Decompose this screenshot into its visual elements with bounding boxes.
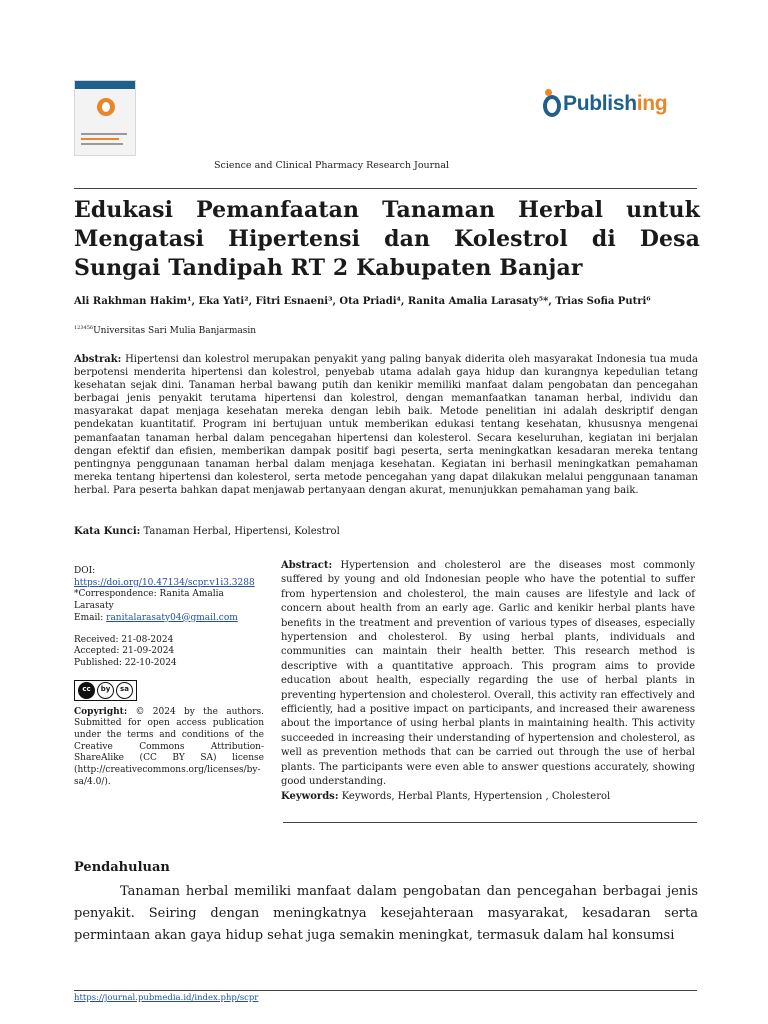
cc-license-badge[interactable]: [74, 680, 137, 701]
doi-block: [74, 566, 264, 625]
copyright-text: © 2024 by the authors. Submitted for open access publication under the terms and conditions of the Creative Commons Attribution-ShareAlike (CC BY SA) license (http://creativecommons.org/licenses/by-sa/4.0/).: [74, 706, 264, 787]
by-icon: by: [97, 682, 114, 699]
affiliation-numbers: 123456: [74, 325, 94, 331]
email-link[interactable]: ranitalarasaty04@gmail.com: [106, 612, 238, 623]
doi-label: DOI:: [74, 566, 96, 576]
copyright-label: Copyright:: [74, 706, 128, 717]
article-title: Edukasi Pemanfaatan Tanaman Herbal untuk Mengatasi Hipertensi dan Kolestrol di Desa Sungai Tandipah RT 2 Kabupaten Banjar: [74, 197, 700, 281]
keywords-label: Keywords:: [281, 791, 339, 802]
footer-journal-link[interactable]: https://journal.pubmedia.id/index.php/scpr: [74, 993, 259, 1003]
abstract-divider: [283, 822, 697, 823]
dates-block: [74, 635, 264, 670]
journal-cover-thumbnail: [74, 80, 136, 156]
kata-kunci-text: Tanaman Herbal, Hipertensi, Kolestrol: [143, 526, 340, 537]
abstract-label: Abstract:: [281, 560, 333, 571]
header-divider: [74, 188, 697, 189]
abstract-text: Hypertension and cholesterol are the diseases most commonly suffered by young and old Indonesian people who have the potential to suffer from hypertension and cholesterol, the main causes are lifestyle and lack of concern about health from an early age. Garlic and kenikir herbal plants have benefits in the treatment and prevention of various types of diseases, especially hypertension and cholesterol. By using herbal plants, individuals and communities can maintain their health better. This research method is descriptive with a quantitative approach. This program aims to provide education about health, especially regarding the use of herbal plants in preventing hypertension and cholesterol. Overall, this activity ran effectively and efficiently, had a positive impact on participants, and increased their awareness about the importance of using herbal plants in maintaining health. This activity succeeded in increasing their understanding of hypertension and cholesterol, as well as prevention methods that can be carried out through the use of herbal plants. The participants were even able to answer questions accurately, showing good understanding.: [281, 560, 695, 788]
published-date: Published: 22-10-2024: [74, 657, 177, 668]
cover-text-line: [81, 138, 119, 140]
author-list: Ali Rakhman Hakim¹, Eka Yati², Fitri Esnaeni³, Ota Priadi⁴, Ranita Amalia Larasaty⁵*, Trias Sofia Putri⁶: [74, 296, 651, 307]
journal-name: Science and Clinical Pharmacy Research Journal: [214, 160, 450, 171]
publisher-logo-icon: [543, 89, 561, 119]
cover-logo-icon: [97, 98, 115, 116]
publisher-logo: [543, 86, 667, 122]
cover-band: [75, 81, 135, 89]
correspondence: *Correspondence: Ranita Amalia Larasaty: [74, 589, 224, 612]
keywords-text: Keywords, Herbal Plants, Hypertension , Cholesterol: [341, 791, 611, 802]
section-heading-pendahuluan: Pendahuluan: [74, 860, 170, 875]
abstract-en: [281, 559, 695, 790]
abstrak-id: [74, 353, 698, 497]
kata-kunci-label: Kata Kunci:: [74, 526, 141, 537]
abstrak-text: Hipertensi dan kolestrol merupakan penyakit yang paling banyak diderita oleh masyarakat Indonesia tua muda berpotensi menderita hipertensi dan kolestrol, penyebab utama adalah gaya hidup dan kurangnya kepedulian tetang kesehatan sejak dini. Tanaman herbal bawang putih dan kenikir memiliki manfaat dalam pengobatan dan pencegahan berbagai jenis penyakit terutama hipertensi dan kolestrol, dengan memanfaatkan tanaman herbal, individu dan masyarakat dapat menjaga kesehatan mereka dengan lebih baik. Metode penelitian ini adalah deskriptif dengan pendekatan kuantitatif. Program ini bertujuan untuk memberikan edukasi tentang kesehatan, khususnya mengenai pemanfaatan tanaman herbal dalam pencegahan hipertensi dan kolesterol. Secara keseluruhan, kegiatan ini berjalan dengan efektif dan efisien, memberikan dampak positif bagi peserta, serta meningkatkan kesadaran mereka tentang pentingnya penggunaan tanaman herbal dalam menjaga kesehatan. Kegiatan ini berhasil meningkatkan pemahaman mereka tentang hipertensi dan kolesterol, serta metode pencegahan yang dapat dilakukan melalui penggunaan tanaman herbal. Para peserta bahkan dapat menjawab pertanyaan dengan akurat, menunjukkan pemahaman yang baik.: [74, 354, 698, 496]
email-label: Email:: [74, 612, 104, 623]
footer-divider: [74, 990, 697, 991]
accepted-date: Accepted: 21-09-2024: [74, 646, 175, 657]
keywords-en: [281, 791, 610, 802]
introduction-paragraph: Tanaman herbal memiliki manfaat dalam pengobatan dan pencegahan berbagai jenis penyakit. Seiring dengan meningkatnya kesejahteraan masyarakat, kesadaran serta permintaan akan gaya hidup sehat juga semakin meningkat, termasuk dalam hal konsumsi: [74, 884, 698, 943]
cover-text-line: [81, 133, 127, 135]
abstrak-label: Abstrak:: [74, 354, 122, 365]
copyright-notice: [74, 707, 264, 789]
sa-icon: sa: [116, 682, 133, 699]
email-row: [74, 613, 264, 625]
publisher-logo-text-2: ing: [636, 92, 668, 115]
cover-text-line: [81, 143, 123, 145]
affiliation: [74, 325, 256, 336]
kata-kunci: [74, 526, 340, 537]
affiliation-name: Universitas Sari Mulia Banjarmasin: [93, 326, 257, 336]
received-date: Received: 21-08-2024: [74, 634, 174, 645]
doi-link[interactable]: https://doi.org/10.47134/scpr.v1i3.3288: [74, 577, 255, 588]
article-info-sidebar: [74, 566, 264, 789]
cc-icon: cc: [78, 682, 95, 699]
publisher-logo-text-1: Publish: [563, 92, 637, 115]
